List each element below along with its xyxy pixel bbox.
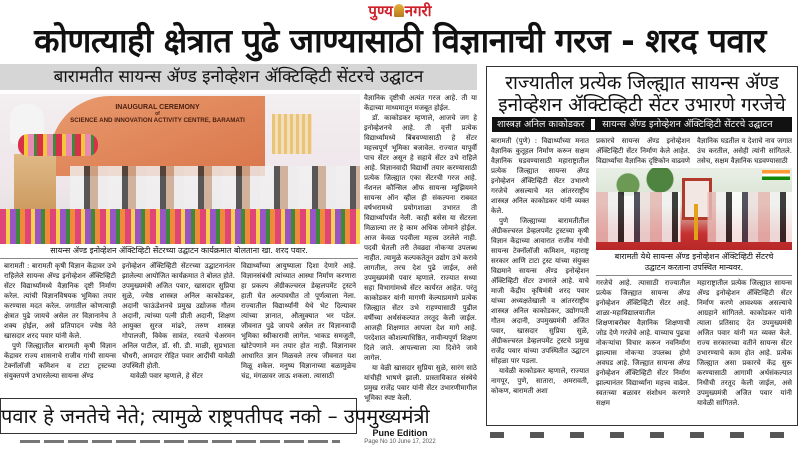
photo-curtain — [272, 114, 312, 154]
right-column-1 — [491, 136, 589, 396]
paragraph: वैज्ञानिक दृष्टीची अत्यंत गरज आहे. ती या केंद्राच्या माध्यमातून मजबूत होईल. — [364, 94, 477, 112]
banner-subtitle: SCIENCE AND INNOVATION ACTIVITY CENTRE, BARAMATI — [70, 117, 245, 124]
page-info: Page No 10 June 17, 2022 — [364, 439, 436, 445]
right-story-photo — [596, 168, 792, 250]
photo-podium-flowers — [18, 134, 98, 156]
right-column-2-top — [596, 136, 690, 166]
paragraph: विद्यार्थ्यांच्या आयुष्याला दिशा देणारे आहे. विज्ञानसंबंधी त्यांच्यात आस्था निर्माण करणारा हा प्रकल्प ॲग्रीकल्चरल डेव्हलपमेंट ट्रस्टने हाती घेत अल्पावधीत तो पूर्णत्वाला नेला. राज्यातील विद्यार्थ्यांनी येथे भेट दिल्यावर त्यांच्या ज्ञानात, औत्सुक्यात भर पडेल. जीवनात पुढे जायचे असेल तर विज्ञानवादी भूमिका स्वीकारावी लागेल. भाकड समजुती, खोटेपणाने मन तयार होत नाही. विज्ञानावर आधारित ज्ञान मिळवले तरच जीवनात यश मिळू शकेल. मनुष्य विज्ञानाच्या बळामुळेच चंद्र, मंगळावर जाऊ शकला. त्यासाठी — [241, 262, 356, 380]
paragraph: या वेळी खासदार सुप्रिया सुळे, सारंग साठे यांचीही भाषणे झाली. प्रास्ताविकात संस्थेचे प्रमुख राजेंद्र पवार यांनी सेंटर उभारणीमागील भूमिका स्पष्ट केली. — [364, 364, 477, 402]
paragraph: डॉ. काकोडकर म्हणाले, आजचे जग हे इनोव्हेशनचे आहे. ती वृत्ती प्रत्येक विद्यार्थ्यांमध्ये बिंबवण्यासाठी हे सेंटर महत्त्वपूर्ण भूमिका बजावेल. राज्यात यापूर्वी पाच सेंटर असून हे सहावे सेंटर उभे राहिले आहे. विज्ञानवादी विद्यार्थी तयार करण्यासाठी प्रत्येक जिल्ह्यात एका सेंटरची गरज आहे. नॅशनल कौन्सिल ऑफ सायन्स म्युझियमने सायन्स ऑन व्हील ही संकल्पना राबवत वर्षभरामध्ये प्रयोगशाळा उभारत ती विद्यार्थ्यांपर्यंत नेली. काही बसेस या सेंटरला मिळाल्या तर हे काम अधिक जोमाने होईल. आज केवळ पदवीला महत्त्व उरलेले नाही. पदवी घेतली तरी तेवढ्या नोकऱ्या उपलब्ध नाहीत. त्यामुळे कल्पकतेतून उद्योग उभे करावे लागतील, तरच देश पुढे जाईल, असे उपमुख्यमंत्री पवार म्हणाले. राज्यात सध्या सहा विभागांमध्ये सेंटर कार्यरत आहेत. परंतु काकोडकर यांनी मागणी केल्याप्रमाणे प्रत्येक जिल्ह्यात सेंटर उभे राहण्यासाठी पुढील वर्षीच्या अर्थसंकल्पात तरतूद केली जाईल. आजही शिक्षणात आपला देश मागे आहे. परदेशात कौशल्याधिष्ठित, नावीन्यपूर्ण शिक्षण दिले जाते. आपल्याला त्या दिशेने जावे लागेल. — [364, 114, 477, 362]
headline-line-1: राज्यातील प्रत्येक जिल्ह्यात सायन्स ॲण्ड — [505, 72, 779, 94]
paragraph: गरजेचे आहे. त्यासाठी राज्यातील प्रत्येक जिल्ह्यात सायन्स ॲण्ड इनोव्हेशन ॲक्टिव्हिटी सेंटर आहे. शाळा-महाविद्यालयातील शिक्षणाबरोबर वैज्ञानिक शिक्षणाची जोड देणे गरजेचे आहे. याच्याच पुढचा नोकऱ्यांचा विचार करून नवनिर्माण झाल्यास नोकऱ्या उपलब्ध होणे अवघड आहे. जिल्ह्यात सायन्स ॲण्ड इनोव्हेशन ॲक्टिव्हिटी सेंटर निर्माण झाल्यानंतर विद्यार्थ्यांना महत्त्व वाढेल. स्वतःच्या बळावर संशोधन करणारे सक्षम — [596, 279, 690, 407]
paragraph: यावेळी काकोडकर म्हणाले, राज्यात नागपूर, पुणे, सातारा, अमरावती, कोकण, बारामती अशा — [491, 367, 589, 395]
left-column-3 — [241, 261, 356, 381]
logo-text-right: नगरी — [404, 2, 432, 20]
paragraph: प्रकारचे सायन्स ॲण्ड इनोव्हेशन ॲक्टिव्हिटी सेंटर निर्माण केले आहेत. विद्यार्थ्यांचा वैज्ञानिक दृष्टिकोन वाढवणे — [596, 137, 690, 165]
paragraph: पुणे जिल्ह्याच्या बारामतीतील ॲग्रीकल्चरल डेव्हलपमेंट ट्रस्टच्या कृषी विज्ञान केंद्राच्या आवारात राजीव गांधी सायन्स टेक्नॉलॉजी कमिशन, महाराष्ट्र सरकार आणि टाटा ट्रस्ट यांच्या संयुक्त विद्यमाने सायन्स ॲण्ड इनोव्हेशन ॲक्टिव्हिटी सेंटर उभारले आहे. याचे माजी केंद्रीय कृषिमंत्री शरद पवार यांच्या अध्यक्षतेखाली व आंतरराष्ट्रीय शास्त्रज्ञ अनिल काकोडकर, उद्योगपती गौतम अदानी, उपमुख्यमंत्री अजित पवार, खासदार सुप्रिया सुळे, ॲग्रीकल्चरल डेव्हलपमेंट ट्रस्टचे प्रमुख राजेंद्र पवार यांच्या उपस्थितीत उद्घाटन सोहळा पार पडला. — [491, 217, 589, 365]
paragraph: महाराष्ट्रातील प्रत्येक जिल्ह्यात सायन्स ॲण्ड इनोव्हेशन ॲक्टिव्हिटी सेंटर निर्माण करणे आवश्यक असल्याचे आग्रहाने सांगितले. काकोडकर यांनी त्याला प्रतिसाद देत उपमुख्यमंत्री अजित पवार यांनी मत व्यक्त केले. राज्य सरकारच्या वतीने सायन्स सेंटर उभारण्याचे काम होत आहे. प्रत्येक जिल्ह्यात असा प्रकारचे केंद्र सुरू करण्यासाठी आगामी अर्थसंकल्पात निधीची तरतूद केली जाईल, असे उपमुख्यमंत्री अजित पवार यांनी यावेळी सांगितले. — [697, 279, 792, 407]
edition-label: Pune Edition — [372, 428, 428, 438]
banner-title: INAUGURAL CEREMONY — [115, 104, 200, 111]
left-subheadline: बारामतीत सायन्स ॲण्ड इनोव्हेशन ॲक्टिव्हिटी सेंटरचे उद्घाटन — [0, 64, 477, 90]
paragraph: बारामती (पुणे) : विद्यार्थ्यांच्या मनात वैज्ञानिक कुतूहल निर्माण करून सक्षम वैज्ञानिक घडवण्यासाठी महाराष्ट्रातील प्रत्येक जिल्ह्यात सायन्स ॲण्ड इनोव्हेशन ॲक्टिव्हिटी सेंटर उभारणे गरजेचे असल्याचे मत आंतरराष्ट्रीय शास्त्रज्ञ अनिल काकोडकर यांनी व्यक्त केले. — [491, 137, 589, 215]
left-column-2 — [122, 261, 235, 381]
right-column-3-bottom — [697, 278, 792, 408]
left-column-4 — [364, 93, 477, 403]
bar-separator — [591, 119, 595, 130]
right-photo-caption: बारामती येथे सायन्स ॲण्ड इनोव्हेशन ॲक्टिव्हिटी सेंटरचे उद्घाटन करताना उपस्थित मान्यवर. — [614, 252, 774, 272]
photo-flag — [762, 170, 790, 180]
right-column-3-top — [697, 136, 792, 166]
logo-emblem-icon — [394, 4, 404, 17]
left-column-1 — [4, 261, 116, 381]
paragraph: इनोव्हेशन ॲक्टिव्हिटी सेंटरच्या उद्घाटनानंतर झालेल्या आयोजित कार्यक्रमात ते बोलत होते. उपमुख्यमंत्री अजित पवार, खासदार सुप्रिया सुळे, ज्येष्ठ शास्त्रज्ञ अनिल काकोडकर, अदानी फाऊंडेशनचे प्रमुख उद्योजक गौतम अदानी, त्यांच्या पत्नी प्रीती अदानी, शिक्षण आयुक्त सुरज मांढरे, तरुण शास्त्रज्ञ गोपालजी, विवेक सावंत, रयतचे चेअरमन अनिल पाटील, डॉ. सी. डी. माळी, सुप्रभाता चौधरी, आमदार रोहित पवार आदींची यावेळी उपस्थिती होती. — [122, 262, 235, 370]
photo-dignitaries — [596, 192, 792, 242]
next-story-text-strip — [490, 432, 790, 438]
main-headline: कोणत्याही क्षेत्रात पुढे जाण्यासाठी विज्ञानाची गरज - शरद पवार — [34, 21, 766, 60]
byline-name: शास्त्रज्ञ अनिल काकोडकर — [497, 119, 585, 130]
paragraph: वैज्ञानिक घडतील व देशाचे नाव जगात उंच करतील, असेही त्यांनी सांगितले. तसेच, सक्षम वैज्ञानिक घडवण्यासाठी — [697, 137, 792, 165]
banner-of: of — [155, 111, 160, 117]
left-photo-caption: सायन्स ॲण्ड इनोव्हेशन ॲक्टिव्हिटी सेंटरच्या उद्घाटन कार्यक्रमात बोलताना खा. शरद पवार. — [50, 246, 308, 255]
left-story-photo — [0, 94, 360, 244]
headline-line-2: इनोव्हेशन ॲक्टिव्हिटी सेंटर उभारणे गरजेचे — [498, 94, 786, 116]
right-column-2-bottom — [596, 278, 690, 408]
right-caption-divider — [596, 275, 792, 276]
newspaper-logo — [0, 2, 800, 20]
right-story-byline-bar — [492, 117, 792, 132]
photo-flower-bed — [0, 209, 360, 244]
right-story-headline — [487, 72, 797, 116]
photo-audience — [70, 166, 360, 211]
bottom-story-headline: पवार हे जनतेचे नेते; त्यामुळे राष्ट्रपतीपद नको – उपमुख्यमंत्री — [0, 398, 357, 434]
logo-text-left: पुण्य — [368, 2, 393, 20]
caption-divider — [0, 258, 358, 259]
paragraph: बारामती : बारामती कृषी विज्ञान केंद्रावर उभे राहिलेले सायन्स ॲण्ड इनोव्हेशन ॲक्टिव्हिटी सेंटर विद्यार्थ्यांमध्ये वैज्ञानिक दृष्टी निर्माण करेल. त्यांची विज्ञानविषयक भूमिका तयार करण्यास मदत करेल. जगातील कोणत्याही क्षेत्रात पुढे जायचे असेल तर विज्ञानानेच ते शक्य होईल, असे प्रतिपादन ज्येष्ठ नेते खासदार शरद पवार यांनी केले. — [4, 262, 116, 340]
byline-topic: सायन्स ॲण्ड इनोव्हेशन ॲक्टिव्हिटी सेंटरचे उद्घाटन — [602, 119, 773, 130]
paragraph: यावेळी पवार म्हणाले, हे सेंटर — [130, 372, 203, 380]
paragraph: पुणे जिल्ह्यातील बारामती कृषी विज्ञान केंद्रावर राज्य शासनाचे राजीव गांधी सायन्स टेक्नॉलॉजी कमिशन व टाटा ट्रस्टच्या संयुक्तपणे उभारलेल्या सायन्स ॲण्ड — [4, 342, 116, 380]
